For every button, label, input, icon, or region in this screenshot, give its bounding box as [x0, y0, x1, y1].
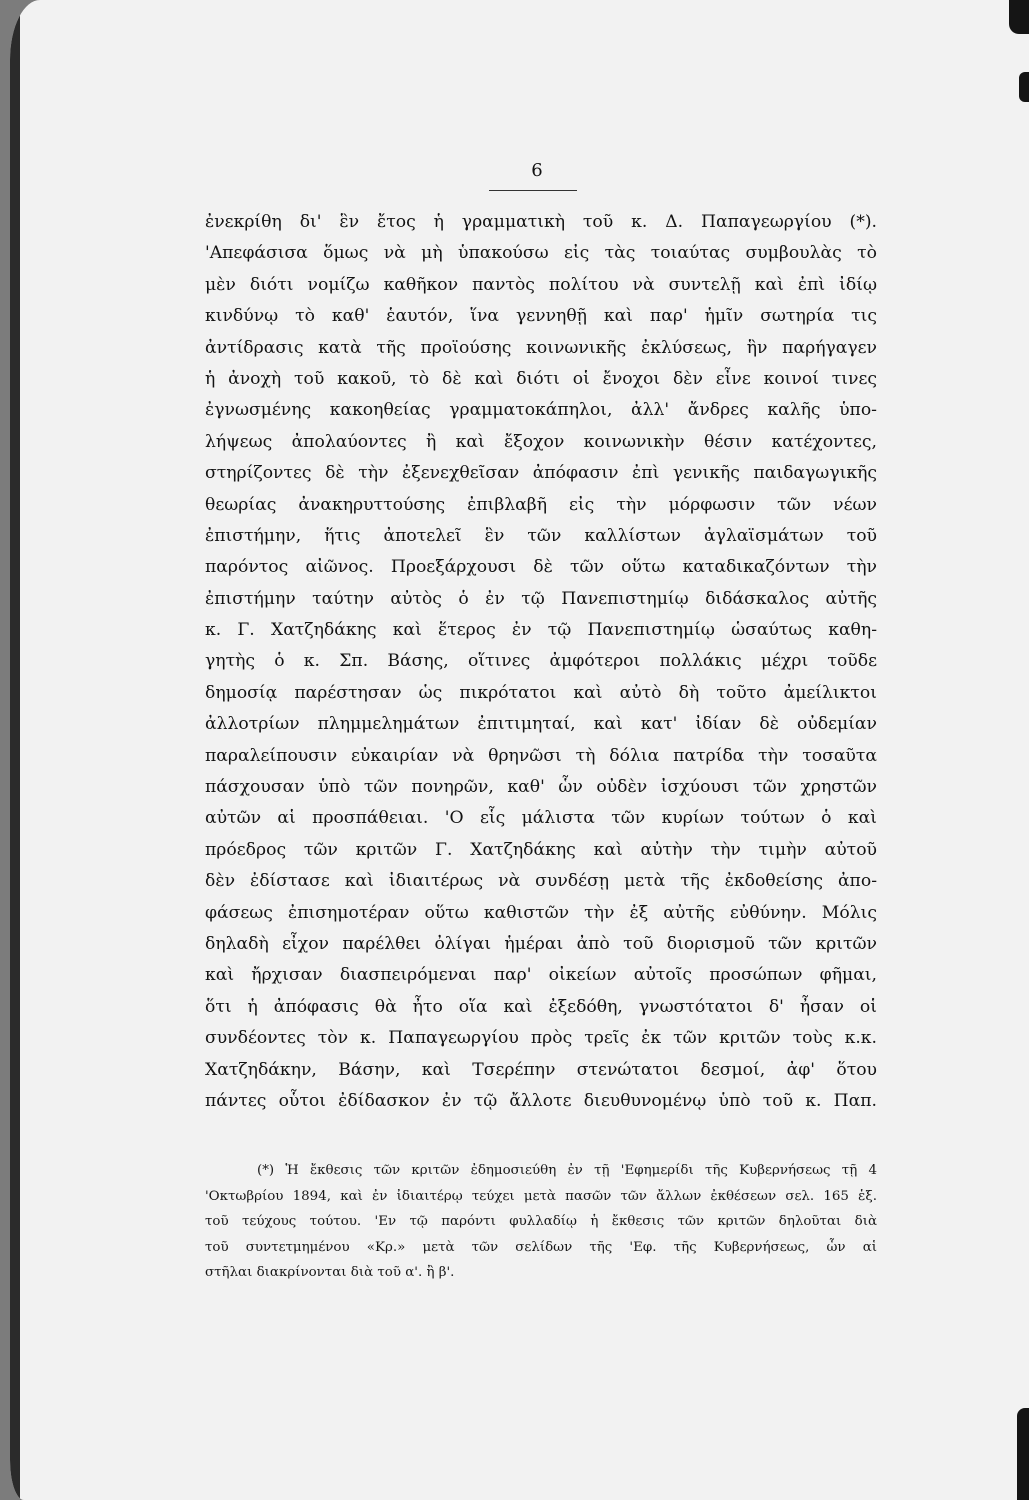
text-line: δὲν ἐδίστασε καὶ ἰδιαιτέρως νὰ συνδέσῃ μετὰ τῆς ἐκδοθείσης ἀπο- [205, 871, 877, 892]
text-line: λήψεως ἀπολαύοντες ἢ καὶ ἔξοχον κοινωνικὴν θέσιν κατέχοντες, [205, 431, 877, 452]
footnote-line: τοῦ τεύχους τούτου. 'Εν τῷ παρόντι φυλλαδίῳ ἡ ἔκθεσις τῶν κριτῶν δηλοῦται διὰ [205, 1214, 877, 1229]
page-left-shadow [10, 0, 20, 1500]
text-line: ἐπιστήμην ταύτην αὐτὸς ὁ ἐν τῷ Πανεπιστημίῳ διδάσκαλος αὐτῆς [205, 588, 877, 609]
text-line: παρόντος αἰῶνος. Προεξάρχουσι δὲ τῶν οὕτω καταδικαζόντων τὴν [205, 557, 877, 578]
text-line: πρόεδρος τῶν κριτῶν Γ. Χατζηδάκης καὶ αὐτὴν τὴν τιμὴν αὐτοῦ [205, 839, 877, 860]
footnote-line: τοῦ συντετμημένου «Κρ.» μετὰ τῶν σελίδων τῆς 'Εφ. τῆς Κυβερνήσεως, ὧν αἱ [205, 1239, 877, 1255]
page-edge-tear-top [1009, 0, 1029, 34]
text-line: ὅτι ἡ ἀπόφασις θὰ ἦτο οἵα καὶ ἐξεδόθη, γνωστότατοι δ' ἦσαν οἱ [205, 996, 877, 1017]
page-edge-tear-middle [1019, 72, 1029, 102]
footnote-line: στῆλαι διακρίνονται διὰ τοῦ α'. ἢ β'. [205, 1265, 455, 1280]
text-line: ἀλλοτρίων πλημμελημάτων ἐπιτιμηταί, καὶ κατ' ἰδίαν δὲ οὐδεμίαν [205, 714, 877, 735]
text-line: ἡ ἀνοχὴ τοῦ κακοῦ, τὸ δὲ καὶ διότι οἱ ἔνοχοι δὲν εἶνε κοινοί τινες [205, 368, 877, 389]
text-line: δηλαδὴ εἶχον παρέλθει ὀλίγαι ἡμέραι ἀπὸ τοῦ διορισμοῦ τῶν κριτῶν [205, 933, 877, 954]
text-line: συνδέοντες τὸν κ. Παπαγεωργίου πρὸς τρεῖς ἐκ τῶν κριτῶν τοὺς κ.κ. [205, 1028, 877, 1049]
text-line: μὲν διότι νομίζω καθῆκον παντὸς πολίτου νὰ συντελῇ καὶ ἐπὶ ἰδίῳ [205, 274, 877, 295]
text-line: φάσεως ἐπισημοτέραν οὕτω καθιστῶν τὴν ἐξ αὐτῆς εὐθύνην. Μόλις [205, 902, 877, 923]
page-number-rule [489, 190, 577, 191]
text-line: ἐγνωσμένης κακοηθείας γραμματοκάπηλοι, ἀλλ' ἄνδρες καλῆς ὑπο- [205, 400, 877, 421]
footnote [205, 1158, 877, 1286]
footnote-line: (*) Ἡ ἔκθεσις τῶν κριτῶν ἐδημοσιεύθη ἐν τῇ 'Εφημερίδι τῆς Κυβερνήσεως τῇ 4 [257, 1163, 877, 1178]
text-line: στηρίζοντες δὲ τὴν ἐξενεχθεῖσαν ἀπόφασιν ἐπὶ γενικῆς παιδαγωγικῆς [205, 463, 877, 484]
text-line: πάντες οὗτοι ἐδίδασκον ἐν τῷ ἄλλοτε διευθυνομένῳ ὑπὸ τοῦ κ. Παπ. [205, 1090, 877, 1111]
text-line: δημοσίᾳ παρέστησαν ὡς πικρότατοι καὶ αὐτὸ δὴ τοῦτο ἀμείλικτοι [205, 682, 877, 703]
text-line: αὐτῶν αἱ προσπάθειαι. 'Ο εἷς μάλιστα τῶν κυρίων τούτων ὁ καὶ [205, 808, 877, 829]
main-text [205, 207, 877, 1117]
text-line: 'Απεφάσισα ὅμως νὰ μὴ ὑπακούσω εἰς τὰς τοιαύτας συμβουλὰς τὸ [205, 243, 877, 264]
page-number: 6 [531, 160, 543, 181]
text-line: θεωρίας ἀνακηρυττούσης ἐπιβλαβῆ εἰς τὴν μόρφωσιν τῶν νέων [205, 494, 877, 515]
text-line: πάσχουσαν ὑπὸ τῶν πονηρῶν, καθ' ὧν οὐδὲν ἰσχύουσι τῶν χρηστῶν [205, 777, 877, 798]
text-line: ἐπιστήμην, ἥτις ἀποτελεῖ ἓν τῶν καλλίστων ἀγλαϊσμάτων τοῦ [205, 525, 877, 546]
page-edge-tear-bottom [1017, 1408, 1029, 1500]
text-line: κινδύνῳ τὸ καθ' ἑαυτόν, ἵνα γεννηθῇ καὶ παρ' ἡμῖν σωτηρία τις [205, 306, 877, 327]
text-line: παραλείπουσιν εὐκαιρίαν νὰ θρηνῶσι τὴ δόλια πατρίδα τὴν τοσαῦτα [205, 745, 877, 766]
text-line: γητὴς ὁ κ. Σπ. Βάσης, οἵτινες ἀμφότεροι πολλάκις μέχρι τοῦδε [205, 651, 877, 672]
text-line: ἐνεκρίθη δι' ἓν ἔτος ἡ γραμματικὴ τοῦ κ. Δ. Παπαγεωργίου (*). [205, 212, 877, 232]
text-line: Χατζηδάκην, Βάσην, καὶ Τσερέπην στενώτατοι δεσμοί, ἀφ' ὅτου [205, 1059, 877, 1080]
footnote-line: 'Οκτωβρίου 1894, καὶ ἐν ἰδιαιτέρῳ τεύχει μετὰ πασῶν τῶν ἄλλων ἐκθέσεων σελ. 165 ἑξ. [205, 1188, 877, 1204]
text-line: καὶ ἤρχισαν διασπειρόμεναι παρ' οἰκείων αὐτοῖς προσώπων φῆμαι, [205, 965, 877, 986]
text-line: ἀντίδρασις κατὰ τῆς προϊούσης κοινωνικῆς ἐκλύσεως, ἣν παρήγαγεν [205, 337, 877, 358]
text-line: κ. Γ. Χατζηδάκης καὶ ἕτερος ἐν τῷ Πανεπιστημίῳ ὡσαύτως καθη- [205, 620, 877, 641]
